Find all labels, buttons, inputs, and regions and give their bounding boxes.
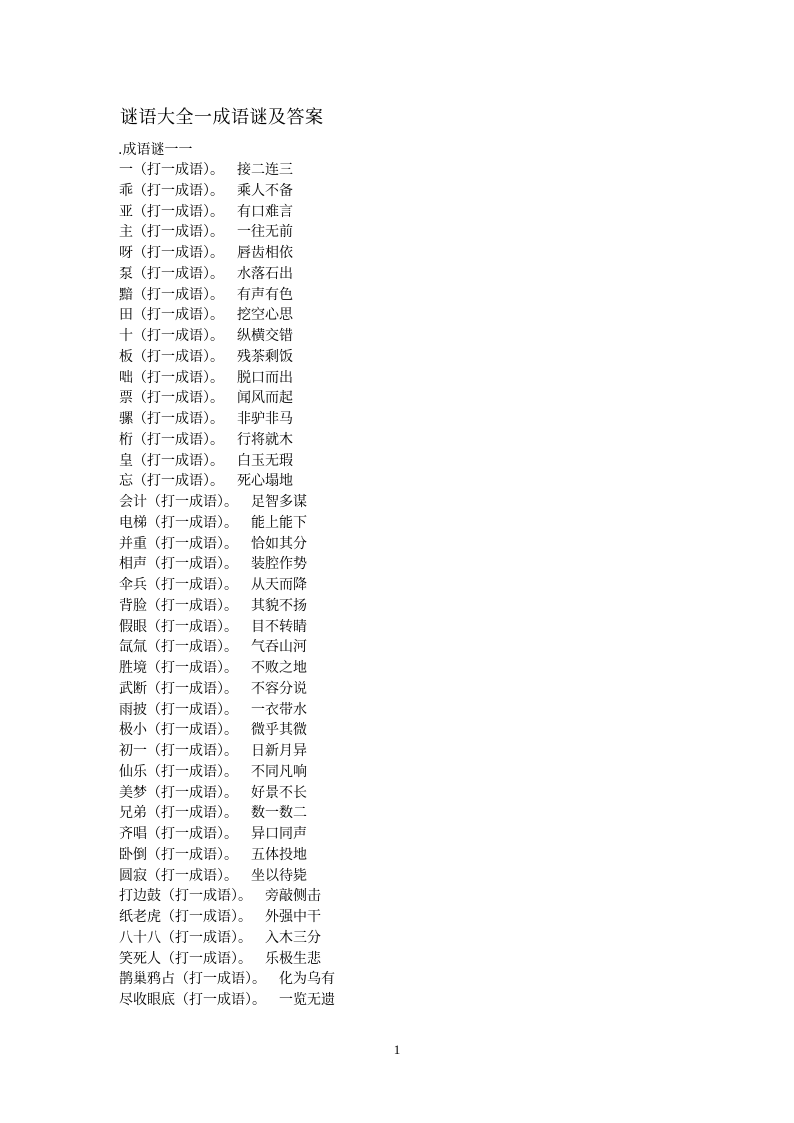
riddle-clue: 纸老虎（打一成语）。 — [119, 909, 252, 925]
riddle-entry — [119, 305, 539, 326]
riddle-clue: 乖（打一成语）。 — [119, 182, 224, 199]
riddle-answer: 一往无前 — [237, 224, 293, 241]
riddle-entry — [119, 969, 539, 990]
riddle-entry — [119, 866, 539, 887]
riddle-clue: 咄（打一成语）。 — [119, 369, 224, 386]
riddle-entry — [119, 202, 539, 223]
riddle-answer: 五体投地 — [251, 846, 307, 863]
riddle-clue: 齐唱（打一成语）。 — [119, 826, 238, 842]
riddle-answer: 化为乌有 — [279, 971, 335, 988]
riddle-clue: 圆寂（打一成语）。 — [119, 867, 238, 884]
riddle-clue: 伞兵（打一成语）。 — [119, 577, 238, 593]
riddle-answer: 装腔作势 — [251, 556, 307, 573]
riddle-clue: 雨披（打一成语）。 — [119, 701, 238, 718]
riddle-answer: 足智多谋 — [251, 494, 307, 510]
riddle-clue: 八十八（打一成语）。 — [119, 929, 252, 946]
riddle-answer: 残茶剩饭 — [237, 348, 293, 365]
riddle-answer: 白玉无瑕 — [237, 452, 293, 469]
riddle-clue: 相声（打一成语）。 — [119, 556, 238, 573]
riddle-clue: 呀（打一成语）。 — [119, 245, 224, 261]
riddle-clue: 胜境（打一成语）。 — [119, 660, 238, 676]
riddle-clue: 并重（打一成语）。 — [119, 535, 238, 552]
riddle-entry — [119, 243, 539, 264]
riddle-answer: 数一数二 — [251, 805, 307, 822]
riddle-entry — [119, 534, 539, 555]
riddle-entry — [119, 762, 539, 783]
riddle-answer: 闻风而起 — [237, 390, 293, 407]
riddle-clue: 桁（打一成语）。 — [119, 431, 224, 448]
riddle-clue: 泵（打一成语）。 — [119, 265, 224, 282]
riddle-clue: 田（打一成语）。 — [119, 307, 224, 324]
riddle-clue: 黯（打一成语）。 — [119, 286, 224, 303]
riddle-clue: 忘（打一成语）。 — [119, 473, 224, 490]
riddle-clue: 电梯（打一成语）。 — [119, 514, 238, 531]
riddle-answer: 非驴非马 — [237, 411, 293, 427]
riddle-entry — [119, 824, 539, 845]
riddle-answer: 脱口而出 — [237, 369, 293, 386]
riddle-answer: 行将就木 — [237, 431, 293, 448]
riddle-entry — [119, 368, 539, 389]
riddle-answer: 一览无遗 — [279, 992, 335, 1008]
riddle-clue: 皇（打一成语）。 — [119, 452, 224, 469]
riddle-entry — [119, 658, 539, 679]
riddle-entry — [119, 160, 539, 181]
riddle-answer: 好景不长 — [251, 784, 307, 801]
riddle-answer: 纵横交错 — [237, 328, 293, 344]
riddle-answer: 坐以待毙 — [251, 867, 307, 884]
riddle-entry — [119, 347, 539, 368]
riddle-clue: 骡（打一成语）。 — [119, 411, 224, 427]
riddle-clue: 一（打一成语）。 — [119, 162, 224, 178]
riddle-clue: 极小（打一成语）。 — [119, 722, 238, 739]
riddle-entry — [119, 886, 539, 907]
riddle-entry — [119, 285, 539, 306]
riddle-answer: 不容分说 — [251, 680, 307, 697]
riddle-clue: 会计（打一成语）。 — [119, 494, 238, 510]
riddle-answer: 死心塌地 — [237, 473, 293, 490]
riddle-entry — [119, 430, 539, 451]
riddle-list — [119, 160, 539, 1011]
riddle-clue: 十（打一成语）。 — [119, 328, 224, 344]
riddle-entry — [119, 326, 539, 347]
riddle-clue: 尽收眼底（打一成语）。 — [119, 992, 266, 1008]
riddle-entry — [119, 803, 539, 824]
riddle-clue: 主（打一成语）。 — [119, 224, 224, 241]
riddle-entry — [119, 409, 539, 430]
riddle-entry — [119, 949, 539, 970]
riddle-clue: 鹊巢鸦占（打一成语）。 — [119, 971, 266, 988]
riddle-clue: 背脸（打一成语）。 — [119, 597, 238, 614]
riddle-clue: 卧倒（打一成语）。 — [119, 846, 238, 863]
riddle-clue: 仙乐（打一成语）。 — [119, 763, 238, 780]
riddle-entry — [119, 617, 539, 638]
riddle-entry — [119, 596, 539, 617]
riddle-answer: 日新月异 — [251, 743, 307, 759]
riddle-answer: 气吞山河 — [251, 639, 307, 656]
riddle-answer: 接二连三 — [237, 162, 293, 178]
riddle-answer: 异口同声 — [251, 826, 307, 842]
riddle-entry — [119, 264, 539, 285]
riddle-answer: 外强中干 — [265, 909, 321, 925]
riddle-answer: 唇齿相依 — [237, 245, 293, 261]
riddle-answer: 恰如其分 — [251, 535, 307, 552]
riddle-entry — [119, 492, 539, 513]
riddle-entry — [119, 451, 539, 472]
riddle-answer: 从天而降 — [251, 577, 307, 593]
riddle-entry — [119, 471, 539, 492]
page-number: 1 — [393, 1042, 401, 1057]
section-heading: .成语谜一一 — [118, 142, 193, 158]
riddle-entry — [119, 513, 539, 534]
riddle-answer: 能上能下 — [251, 514, 307, 531]
riddle-clue: 打边鼓（打一成语）。 — [119, 888, 252, 905]
riddle-clue: 板（打一成语）。 — [119, 348, 224, 365]
riddle-entry — [119, 637, 539, 658]
riddle-answer: 有声有色 — [237, 286, 293, 303]
riddle-entry — [119, 181, 539, 202]
riddle-entry — [119, 783, 539, 804]
riddle-entry — [119, 222, 539, 243]
riddle-answer: 不同凡响 — [251, 763, 307, 780]
riddle-answer: 乐极生悲 — [265, 950, 321, 967]
riddle-entry — [119, 720, 539, 741]
riddle-answer: 水落石出 — [237, 265, 293, 282]
riddle-clue: 亚（打一成语）。 — [119, 203, 224, 220]
riddle-answer: 其貌不扬 — [251, 597, 307, 614]
riddle-answer: 目不转睛 — [251, 618, 307, 635]
riddle-entry — [119, 928, 539, 949]
riddle-clue: 武断（打一成语）。 — [119, 680, 238, 697]
riddle-entry — [119, 907, 539, 928]
riddle-clue: 美梦（打一成语）。 — [119, 784, 238, 801]
riddle-entry — [119, 575, 539, 596]
riddle-entry — [119, 679, 539, 700]
riddle-clue: 初一（打一成语）。 — [119, 743, 238, 759]
riddle-answer: 旁敲侧击 — [265, 888, 321, 905]
riddle-answer: 不败之地 — [251, 660, 307, 676]
riddle-entry — [119, 388, 539, 409]
riddle-answer: 入木三分 — [265, 929, 321, 946]
riddle-clue: 票（打一成语）。 — [119, 390, 224, 407]
riddle-entry — [119, 990, 539, 1011]
riddle-entry — [119, 700, 539, 721]
riddle-clue: 兄弟（打一成语）。 — [119, 805, 238, 822]
riddle-answer: 乘人不备 — [237, 182, 293, 199]
document-title: 谜语大全一成语谜及答案 — [120, 107, 324, 128]
riddle-clue: 笑死人（打一成语）。 — [119, 950, 252, 967]
riddle-answer: 挖空心思 — [237, 307, 293, 324]
riddle-answer: 有口难言 — [237, 203, 293, 220]
riddle-entry — [119, 741, 539, 762]
riddle-clue: 氙氚（打一成语）。 — [119, 639, 238, 656]
riddle-clue: 假眼（打一成语）。 — [119, 618, 238, 635]
riddle-answer: 微乎其微 — [251, 722, 307, 739]
riddle-entry — [119, 554, 539, 575]
riddle-entry — [119, 845, 539, 866]
riddle-answer: 一衣带水 — [251, 701, 307, 718]
